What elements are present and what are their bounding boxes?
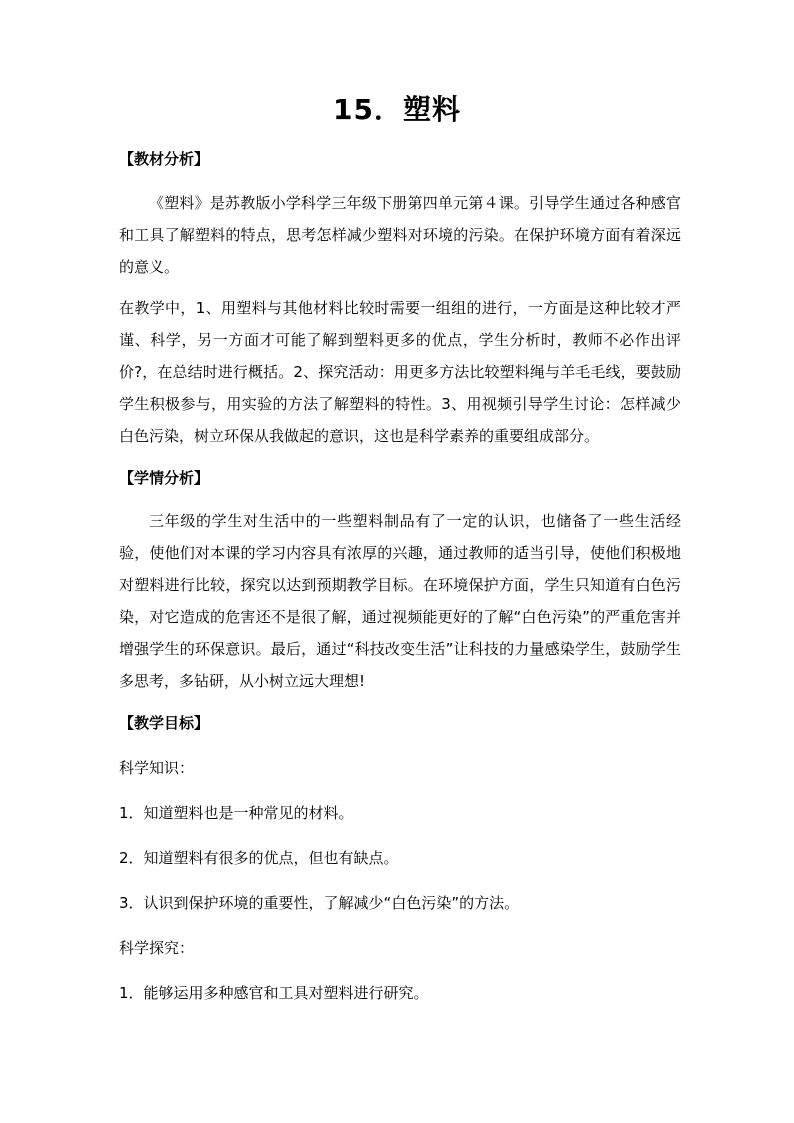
paragraph-student-analysis-1: 三年级的学生对生活中的一些塑料制品有了一定的认识，也储备了一些生活经验，使他们对本课的学习内容具有浓厚的兴趣，通过教师的适当引导，使他们积极地对塑料进行比较，探究以达到预期教学目标。在环境保护方面，学生只知道有白色污染，对它造成的危害还不是很了解，通过视频能更好的了解“白色污染”的严重危害并增强学生的环保意识。最后，通过“科技改变生活”让科技的力量感染学生，鼓励学生多思考，多钻研，从小树立远大理想! — [119, 512, 681, 690]
section-heading-student-analysis: 【学情分析】 — [119, 469, 210, 487]
section-heading-textbook-analysis: 【教材分析】 — [119, 150, 210, 168]
goal-item: 1．知道塑料也是一种常见的材料。 — [119, 804, 354, 822]
goal-category-science-knowledge: 科学知识： — [119, 759, 195, 777]
goal-item: 1．能够运用多种感官和工具对塑料进行研究。 — [119, 984, 429, 1002]
paragraph-textbook-analysis-1: 《塑料》是苏教版小学科学三年级下册第四单元第４课。引导学生通过各种感官和工具了解塑料的特点，思考怎样减少塑料对环境的污染。在保护环境方面有着深远的意义。 — [119, 194, 681, 276]
paragraph-textbook-analysis-2: 在教学中，1、用塑料与其他材料比较时需要一组组的进行，一方面是这种比较才严谨、科学，另一方面才可能了解到塑料更多的优点，学生分析时，教师不必作出评价?，在总结时进行概括。2、探究活动：用更多方法比较塑料绳与羊毛毛线，要鼓励学生积极参与，用实验的方法了解塑料的特性。3、用视频引导学生讨论：怎样减少白色污染，树立环保从我做起的意识，这也是科学素养的重要组成部分。 — [119, 299, 681, 445]
page-title: 15．塑料 — [333, 93, 461, 126]
goal-category-science-inquiry: 科学探究： — [119, 939, 195, 957]
goal-item: 2．知道塑料有很多的优点，但也有缺点。 — [119, 849, 399, 867]
section-heading-teaching-goals: 【教学目标】 — [119, 714, 210, 732]
goal-item: 3．认识到保护环境的重要性，了解减少“白色污染”的方法。 — [119, 894, 520, 912]
